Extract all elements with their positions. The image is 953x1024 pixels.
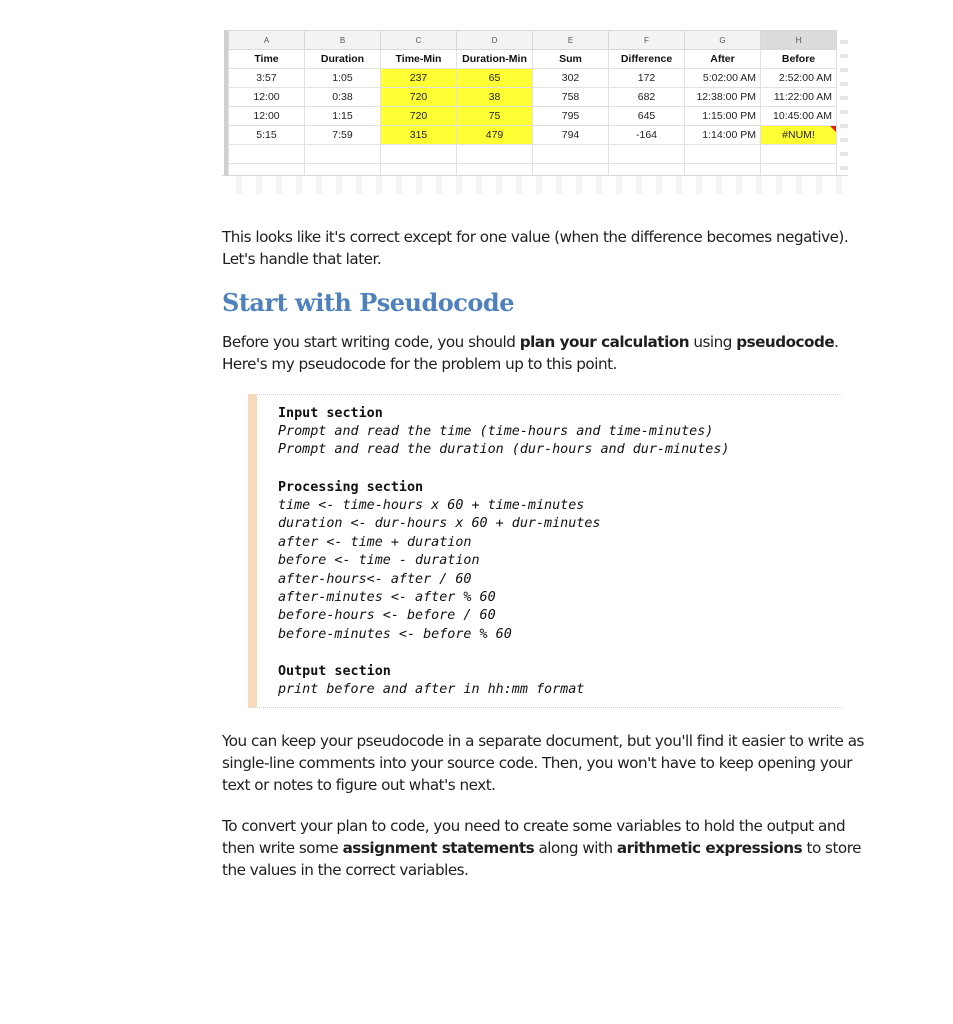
code-line: before-minutes <- before % 60: [278, 627, 512, 642]
column-letter: G: [685, 31, 761, 50]
column-header: Duration-Min: [457, 50, 533, 69]
table-cell: 2:52:00 AM: [761, 69, 837, 88]
torn-edge-bottom: [222, 175, 848, 194]
paragraph-comments: You can keep your pseudocode in a separate document, but you'll find it easier to write as single-line comments into your source code. Then, you won't have to keep opening your text or notes to figure out what's next.: [222, 732, 864, 794]
bold-term: pseudocode: [736, 333, 835, 351]
table-cell: 1:15: [305, 107, 381, 126]
section-heading: Start with Pseudocode: [222, 288, 514, 317]
code-line: before-hours <- before / 60: [278, 608, 496, 623]
table-cell: 794: [533, 126, 609, 145]
table-cell: 172: [609, 69, 685, 88]
table-cell: 0:38: [305, 88, 381, 107]
table-cell: 7:59: [305, 126, 381, 145]
column-header: Difference: [609, 50, 685, 69]
table-cell: 645: [609, 107, 685, 126]
code-heading-processing: Processing section: [278, 480, 424, 495]
column-letter: E: [533, 31, 609, 50]
bold-term: plan your calculation: [519, 333, 690, 351]
table-cell: 75: [457, 107, 533, 126]
table-cell: 720: [381, 107, 457, 126]
column-header: After: [685, 50, 761, 69]
table-cell: 5:02:00 AM: [685, 69, 761, 88]
column-header: Time: [229, 50, 305, 69]
table-cell: 237: [381, 69, 457, 88]
column-letter: B: [305, 31, 381, 50]
code-line: Prompt and read the time (time-hours and time-minutes): [278, 424, 714, 439]
pseudocode-block: [248, 394, 842, 708]
code-line: Prompt and read the duration (dur-hours and dur-minutes): [278, 442, 730, 457]
code-line: print before and after in hh:mm format: [278, 682, 585, 697]
empty-row: [229, 145, 837, 164]
error-cell: #NUM!: [761, 126, 837, 145]
code-line: after <- time + duration: [278, 535, 472, 550]
table-cell: 12:00: [229, 88, 305, 107]
column-letter: F: [609, 31, 685, 50]
table-cell: -164: [609, 126, 685, 145]
table-cell: 1:05: [305, 69, 381, 88]
paragraph-intro: This looks like it's correct except for one value (when the difference becomes negative). Let's handle that later.: [222, 228, 849, 268]
table-cell: 758: [533, 88, 609, 107]
column-header: Sum: [533, 50, 609, 69]
table-row: [229, 107, 837, 126]
table-cell: 38: [457, 88, 533, 107]
bold-term: assignment statements: [342, 839, 535, 857]
table-cell: 315: [381, 126, 457, 145]
code-line: time <- time-hours x 60 + time-minutes: [278, 498, 585, 513]
code-heading-input: Input section: [278, 406, 383, 421]
table-cell: 3:57: [229, 69, 305, 88]
table-cell: 1:15:00 PM: [685, 107, 761, 126]
paragraph-pseudocode-intro: Before you start writing code, you should plan your calculation using pseudocode. Here's my pseudocode for the problem up to this point.: [222, 333, 839, 373]
header-row: [229, 50, 837, 69]
table-cell: 720: [381, 88, 457, 107]
paragraph-convert: To convert your plan to code, you need to create some variables to hold the output and then write some assignment statements along with arithmetic expressions to store the values in the correct variables.: [222, 817, 861, 879]
code-line: after-hours<- after / 60: [278, 572, 472, 587]
table-row: [229, 88, 837, 107]
table-cell: 479: [457, 126, 533, 145]
table-cell: 302: [533, 69, 609, 88]
column-letter: D: [457, 31, 533, 50]
table-cell: 12:00: [229, 107, 305, 126]
table-cell: 1:14:00 PM: [685, 126, 761, 145]
table-cell: 682: [609, 88, 685, 107]
column-letter-row: [229, 31, 837, 50]
code-line: after-minutes <- after % 60: [278, 590, 496, 605]
table-cell: 12:38:00 PM: [685, 88, 761, 107]
table-row: [229, 126, 837, 145]
column-letter: A: [229, 31, 305, 50]
code-heading-output: Output section: [278, 664, 391, 679]
column-header: Time-Min: [381, 50, 457, 69]
code-line: duration <- dur-hours x 60 + dur-minutes: [278, 516, 601, 531]
torn-edge-right: [840, 30, 848, 184]
column-letter: C: [381, 31, 457, 50]
bold-term: arithmetic expressions: [616, 839, 803, 857]
column-header: Duration: [305, 50, 381, 69]
spreadsheet-table: [228, 30, 837, 183]
table-cell: 65: [457, 69, 533, 88]
column-header: Before: [761, 50, 837, 69]
table-cell: 5:15: [229, 126, 305, 145]
spreadsheet-image: [222, 12, 848, 194]
code-line: before <- time - duration: [278, 553, 480, 568]
table-cell: 795: [533, 107, 609, 126]
table-cell: 11:22:00 AM: [761, 88, 837, 107]
table-row: [229, 69, 837, 88]
column-letter: H: [761, 31, 837, 50]
table-cell: 10:45:00 AM: [761, 107, 837, 126]
